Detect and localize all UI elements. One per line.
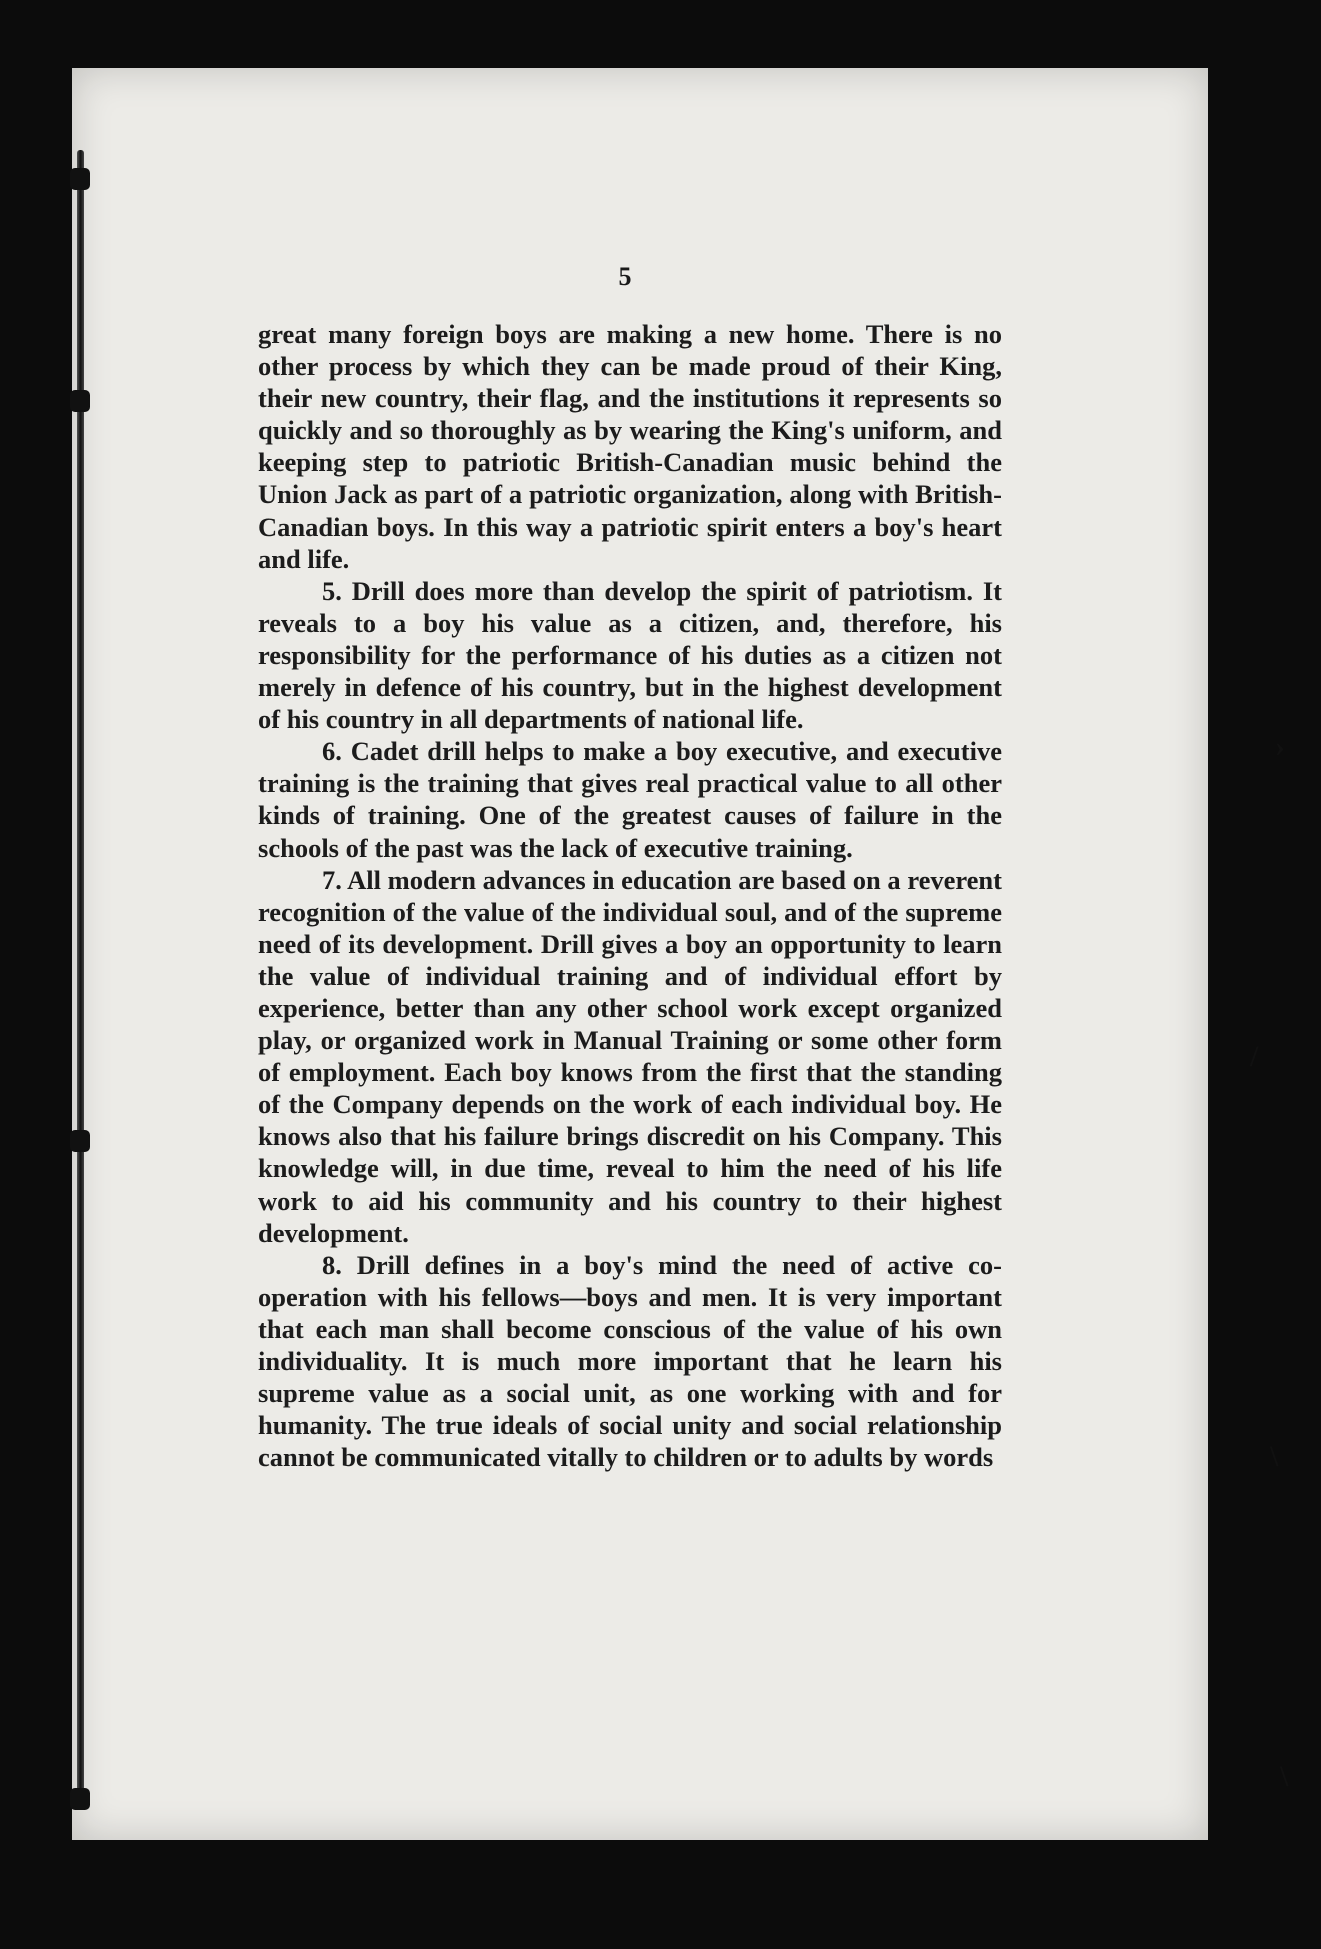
paragraph-point-5: 5. Drill does more than develop the spirit of patriotism. It reveals to a boy his value as a citizen, and, therefore, his responsibility for the performance of his duties as a citizen not merely in defence of his country, but in the highest development of his country in all departments of national life. xyxy=(258,575,1002,735)
body-text xyxy=(258,318,1002,1473)
margin-scratch-mark: \ xyxy=(1280,1760,1289,1793)
paragraph-point-6: 6. Cadet drill helps to make a boy executive, and executive training is the training that gives real practical value to all other kinds of training. One of the greatest causes of failure in the schools of the past was the lack of executive training. xyxy=(258,736,1002,863)
margin-scratch-mark: › xyxy=(1275,730,1285,763)
binding-knot xyxy=(70,1788,90,1810)
margin-scratch-mark: / xyxy=(1250,1040,1259,1073)
page-number: 5 xyxy=(618,262,632,291)
margin-scratch-mark: \ xyxy=(1270,1440,1279,1473)
binding-knot xyxy=(70,1130,90,1152)
paragraph-point-8: 8. Drill defines in a boy's mind the need of active co-operation with his fellows—boys and men. It is very important that each man shall become conscious of the value of his own individuality. It is much more important that he learn his supreme value as a social unit, as one working with and for humanity. The true ideals of social unity and social relationship cannot be communicated vitally to children or to adults by words xyxy=(258,1249,1002,1473)
binding-knot xyxy=(70,168,90,190)
binding-knot xyxy=(70,390,90,412)
paragraph-continuation: great many foreign boys are making a new home. There is no other process by which they can be made proud of their King, their new country, their flag, and the institutions it represents so quickly and so thoroughly as by wearing the King's uniform, and keeping step to patriotic British-Canadian music behind the Union Jack as part of a patriotic organization, along with British-Canadian boys. In this way a patriotic spirit enters a boy's heart and life. xyxy=(258,319,1002,574)
paragraph-point-7: 7. All modern advances in education are based on a reverent recognition of the value of the individual soul, and of the supreme need of its development. Drill gives a boy an opportunity to learn the value of individual training and of individual effort by experience, better than any other school work except organized play, or organized work in Manual Training or some other form of employment. Each boy knows from the first that the standing of the Company depends on the work of each individual boy. He knows also that his failure brings discredit on his Company. This knowledge will, in due time, reveal to him the need of his life work to aid his community and his country to their highest development. xyxy=(258,864,1002,1248)
